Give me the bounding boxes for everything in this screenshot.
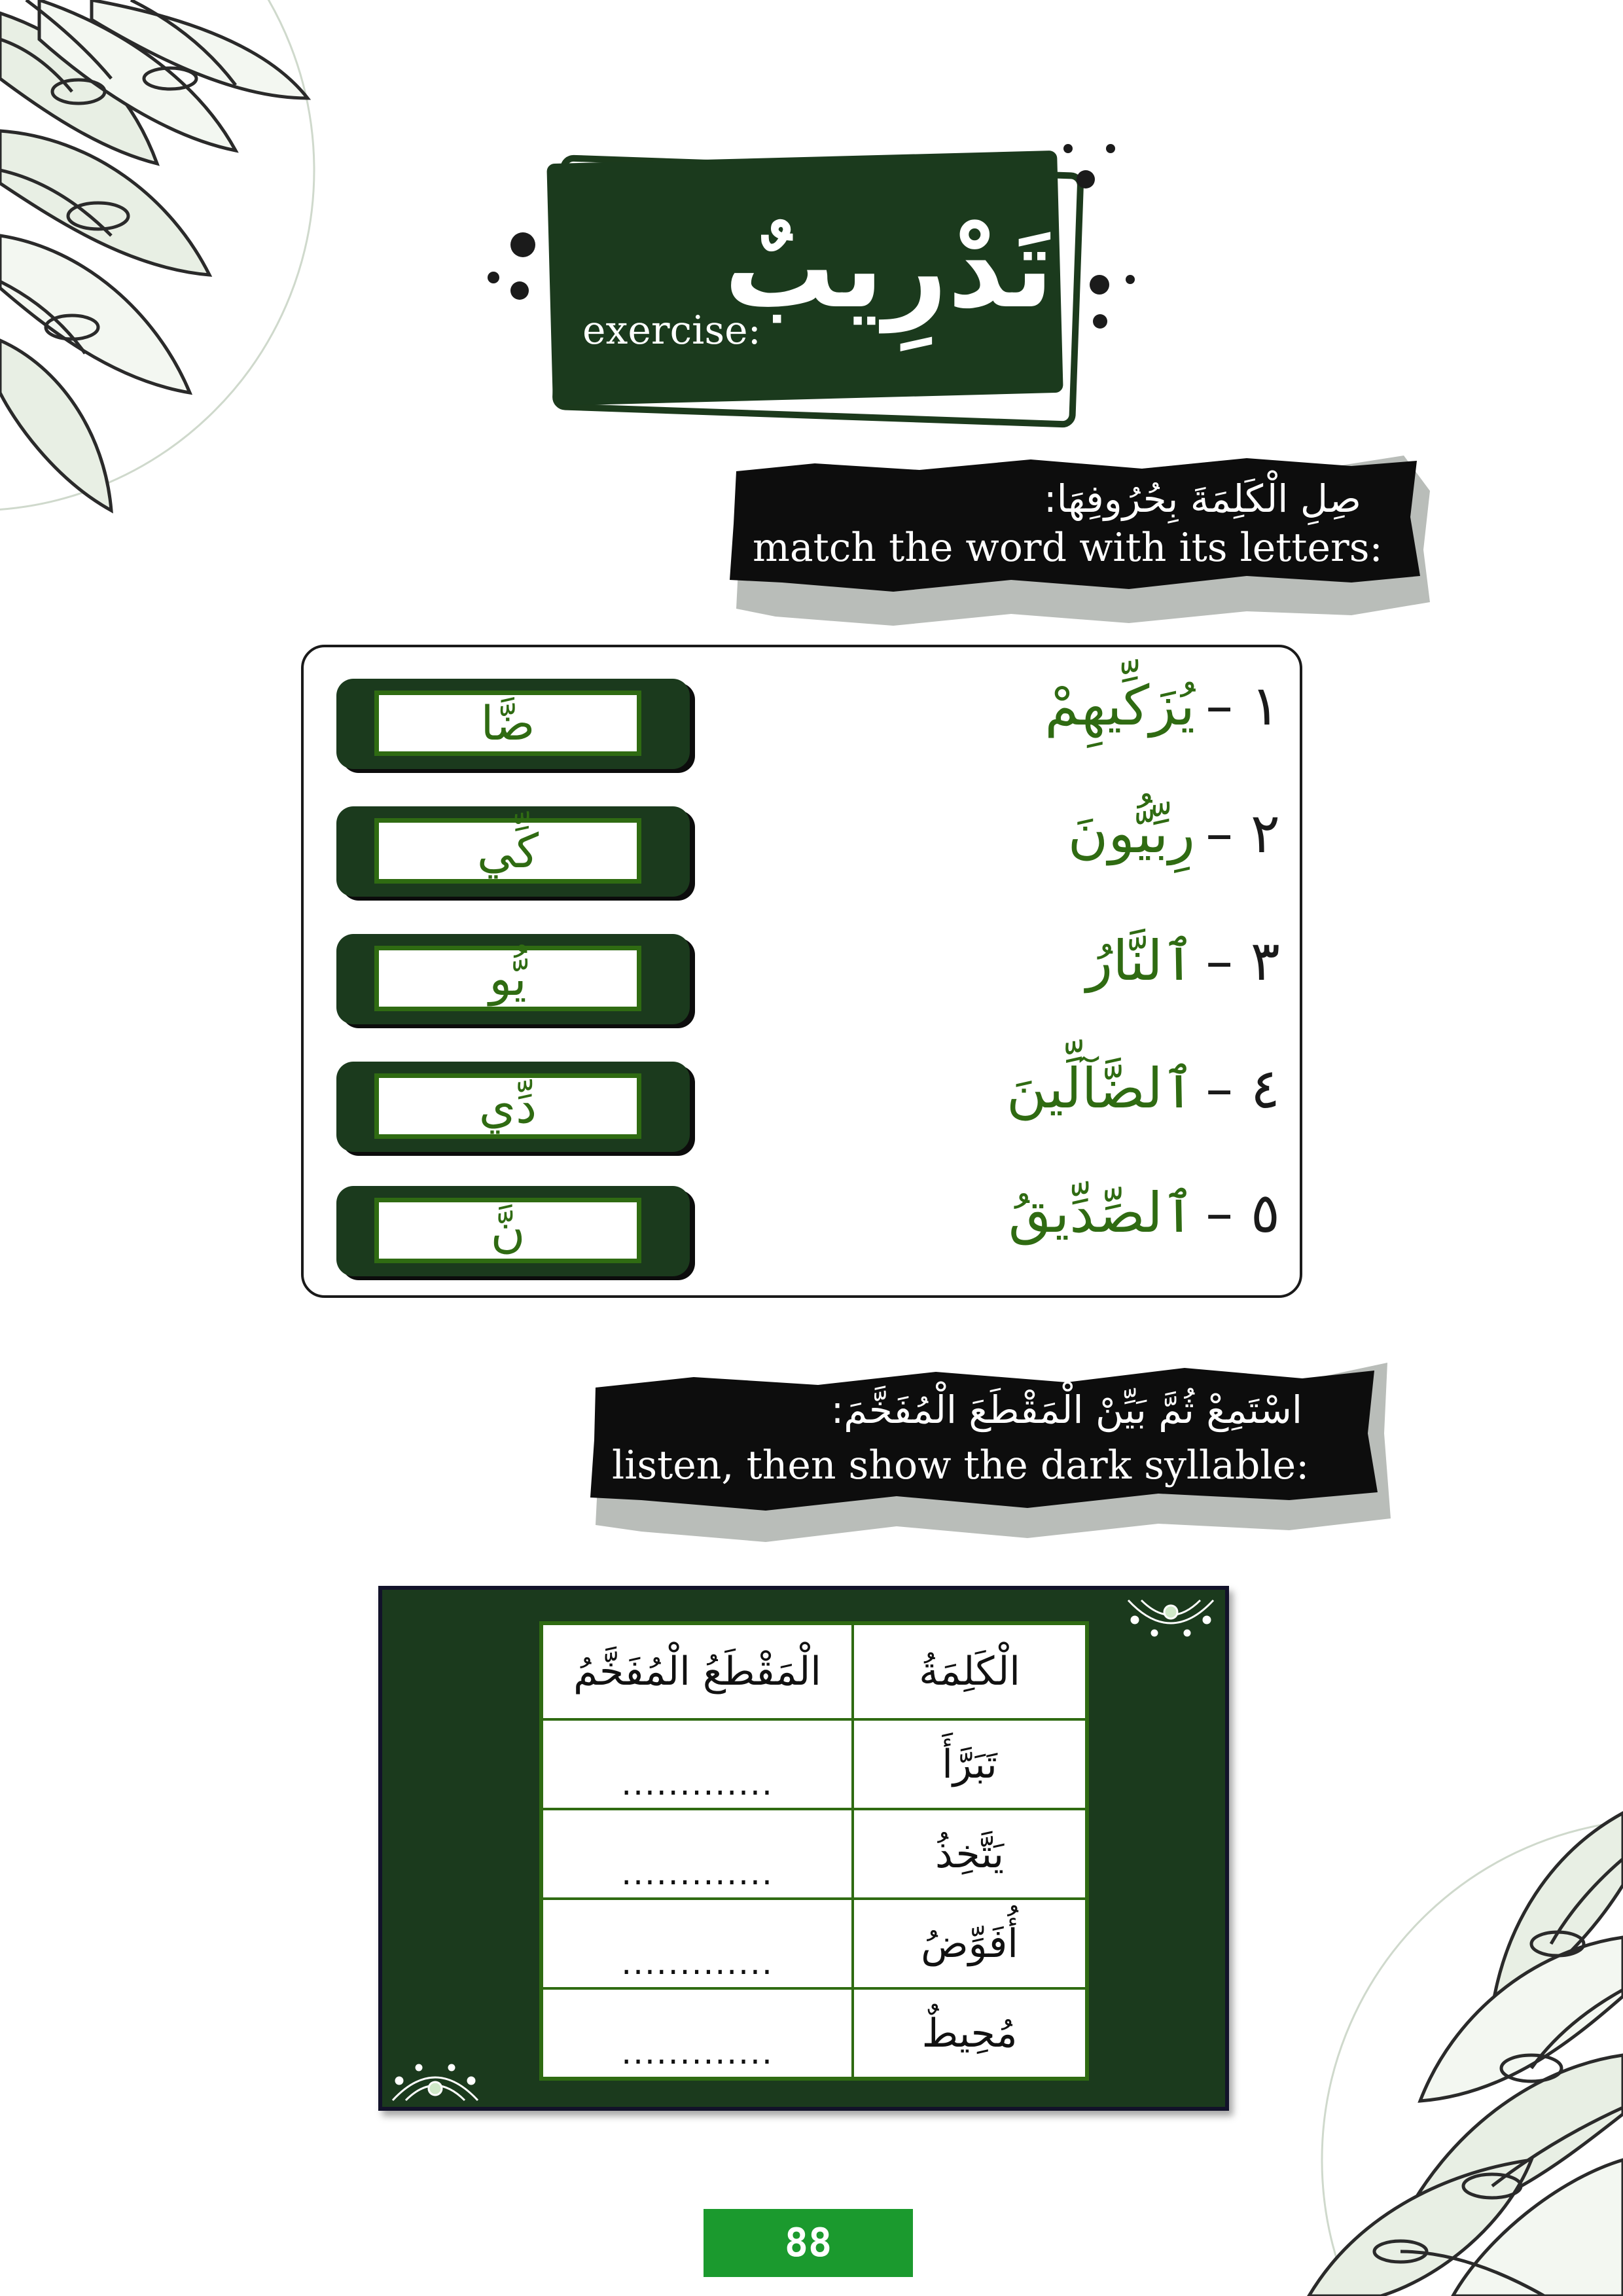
letter-option[interactable] <box>336 934 690 1024</box>
title-english: exercise: <box>582 308 761 353</box>
match-row <box>304 660 1300 759</box>
syllable-table <box>539 1621 1089 2081</box>
decorative-dot <box>1090 275 1109 295</box>
table-row <box>541 1719 1087 1809</box>
decorative-dot <box>510 281 529 300</box>
syllable-table-board <box>378 1586 1229 2111</box>
answer-blank[interactable]: ............. <box>541 1899 853 1988</box>
table-row <box>541 1899 1087 1988</box>
table-word: أُفَوِّضُ <box>853 1899 1087 1988</box>
header-word: الْكَلِمَةُ <box>853 1623 1087 1719</box>
match-word: ٱلنَّارُ <box>1086 929 1195 993</box>
title-arabic: تَدْرِيبٌ <box>724 204 1054 333</box>
row-number: ١ – <box>1205 673 1280 738</box>
letter-option-text: نَّ <box>374 1198 641 1263</box>
instruction-1-arabic: صِلِ الْكَلِمَةَ بِحُرُوفِهَا: <box>1044 476 1361 521</box>
match-word: رِبِّيُّونَ <box>1067 801 1195 865</box>
mandala-decoration-top-left <box>0 0 366 524</box>
row-number: ٥ – <box>1205 1181 1280 1245</box>
ornament-icon <box>1122 1594 1220 1653</box>
letter-option[interactable] <box>336 1186 690 1276</box>
table-header-row <box>541 1623 1087 1719</box>
table-row <box>541 1988 1087 2079</box>
header-syllable: الْمَقْطَعُ الْمُفَخَّمُ <box>541 1623 853 1719</box>
decorative-dot <box>1077 170 1095 188</box>
match-row <box>304 788 1300 886</box>
table-word: مُحِيطٌ <box>853 1988 1087 2079</box>
decorative-dot <box>510 232 535 257</box>
match-row <box>304 1168 1300 1266</box>
decorative-dot <box>1106 144 1115 153</box>
decorative-dot <box>488 272 499 283</box>
decorative-dot <box>1126 275 1135 284</box>
table-word: تَبَرَّأَ <box>853 1719 1087 1809</box>
answer-blank[interactable]: ............. <box>541 1719 853 1809</box>
answer-blank[interactable]: ............. <box>541 1809 853 1899</box>
answer-blank[interactable]: ............. <box>541 1988 853 2079</box>
instruction-2-english: listen, then show the dark syllable: <box>612 1443 1310 1488</box>
letter-option[interactable] <box>336 1062 690 1152</box>
match-word: يُزَكِّيهِمْ <box>1044 673 1195 738</box>
decorative-dot <box>1063 144 1073 153</box>
row-number: ٣ – <box>1205 929 1280 993</box>
row-number: ٤ – <box>1205 1056 1280 1121</box>
match-word: ٱلضَّآلِّينَ <box>1006 1056 1195 1121</box>
exercise-title-banner <box>471 144 1126 425</box>
letter-option-text: يُّو <box>374 946 641 1011</box>
match-row <box>304 1043 1300 1141</box>
mandala-decoration-bottom-right <box>1270 1793 1623 2296</box>
ornament-icon <box>386 2048 484 2107</box>
page-number-badge <box>704 2209 913 2277</box>
page-number: 88 <box>784 2220 832 2266</box>
instruction-strip-listen <box>582 1355 1394 1551</box>
instruction-strip-match <box>723 452 1433 628</box>
matching-exercise-box <box>301 645 1302 1298</box>
match-row <box>304 916 1300 1014</box>
row-number: ٢ – <box>1205 801 1280 865</box>
letter-option-text: كِّي <box>374 818 641 884</box>
table-word: يَتَّخِذُ <box>853 1809 1087 1899</box>
letter-option-text: ضَّا <box>374 691 641 756</box>
match-word: ٱلصِّدِّيقُ <box>1008 1181 1195 1245</box>
letter-option[interactable] <box>336 806 690 897</box>
letter-option[interactable] <box>336 679 690 769</box>
letter-option-text: دِّي <box>374 1073 641 1139</box>
instruction-1-english: match the word with its letters: <box>753 525 1383 571</box>
decorative-dot <box>1093 314 1107 329</box>
instruction-2-arabic: اسْتَمِعْ ثُمَّ بَيِّنْ الْمَقْطَعَ الْمُفَخَّمَ: <box>830 1388 1302 1432</box>
table-row <box>541 1809 1087 1899</box>
